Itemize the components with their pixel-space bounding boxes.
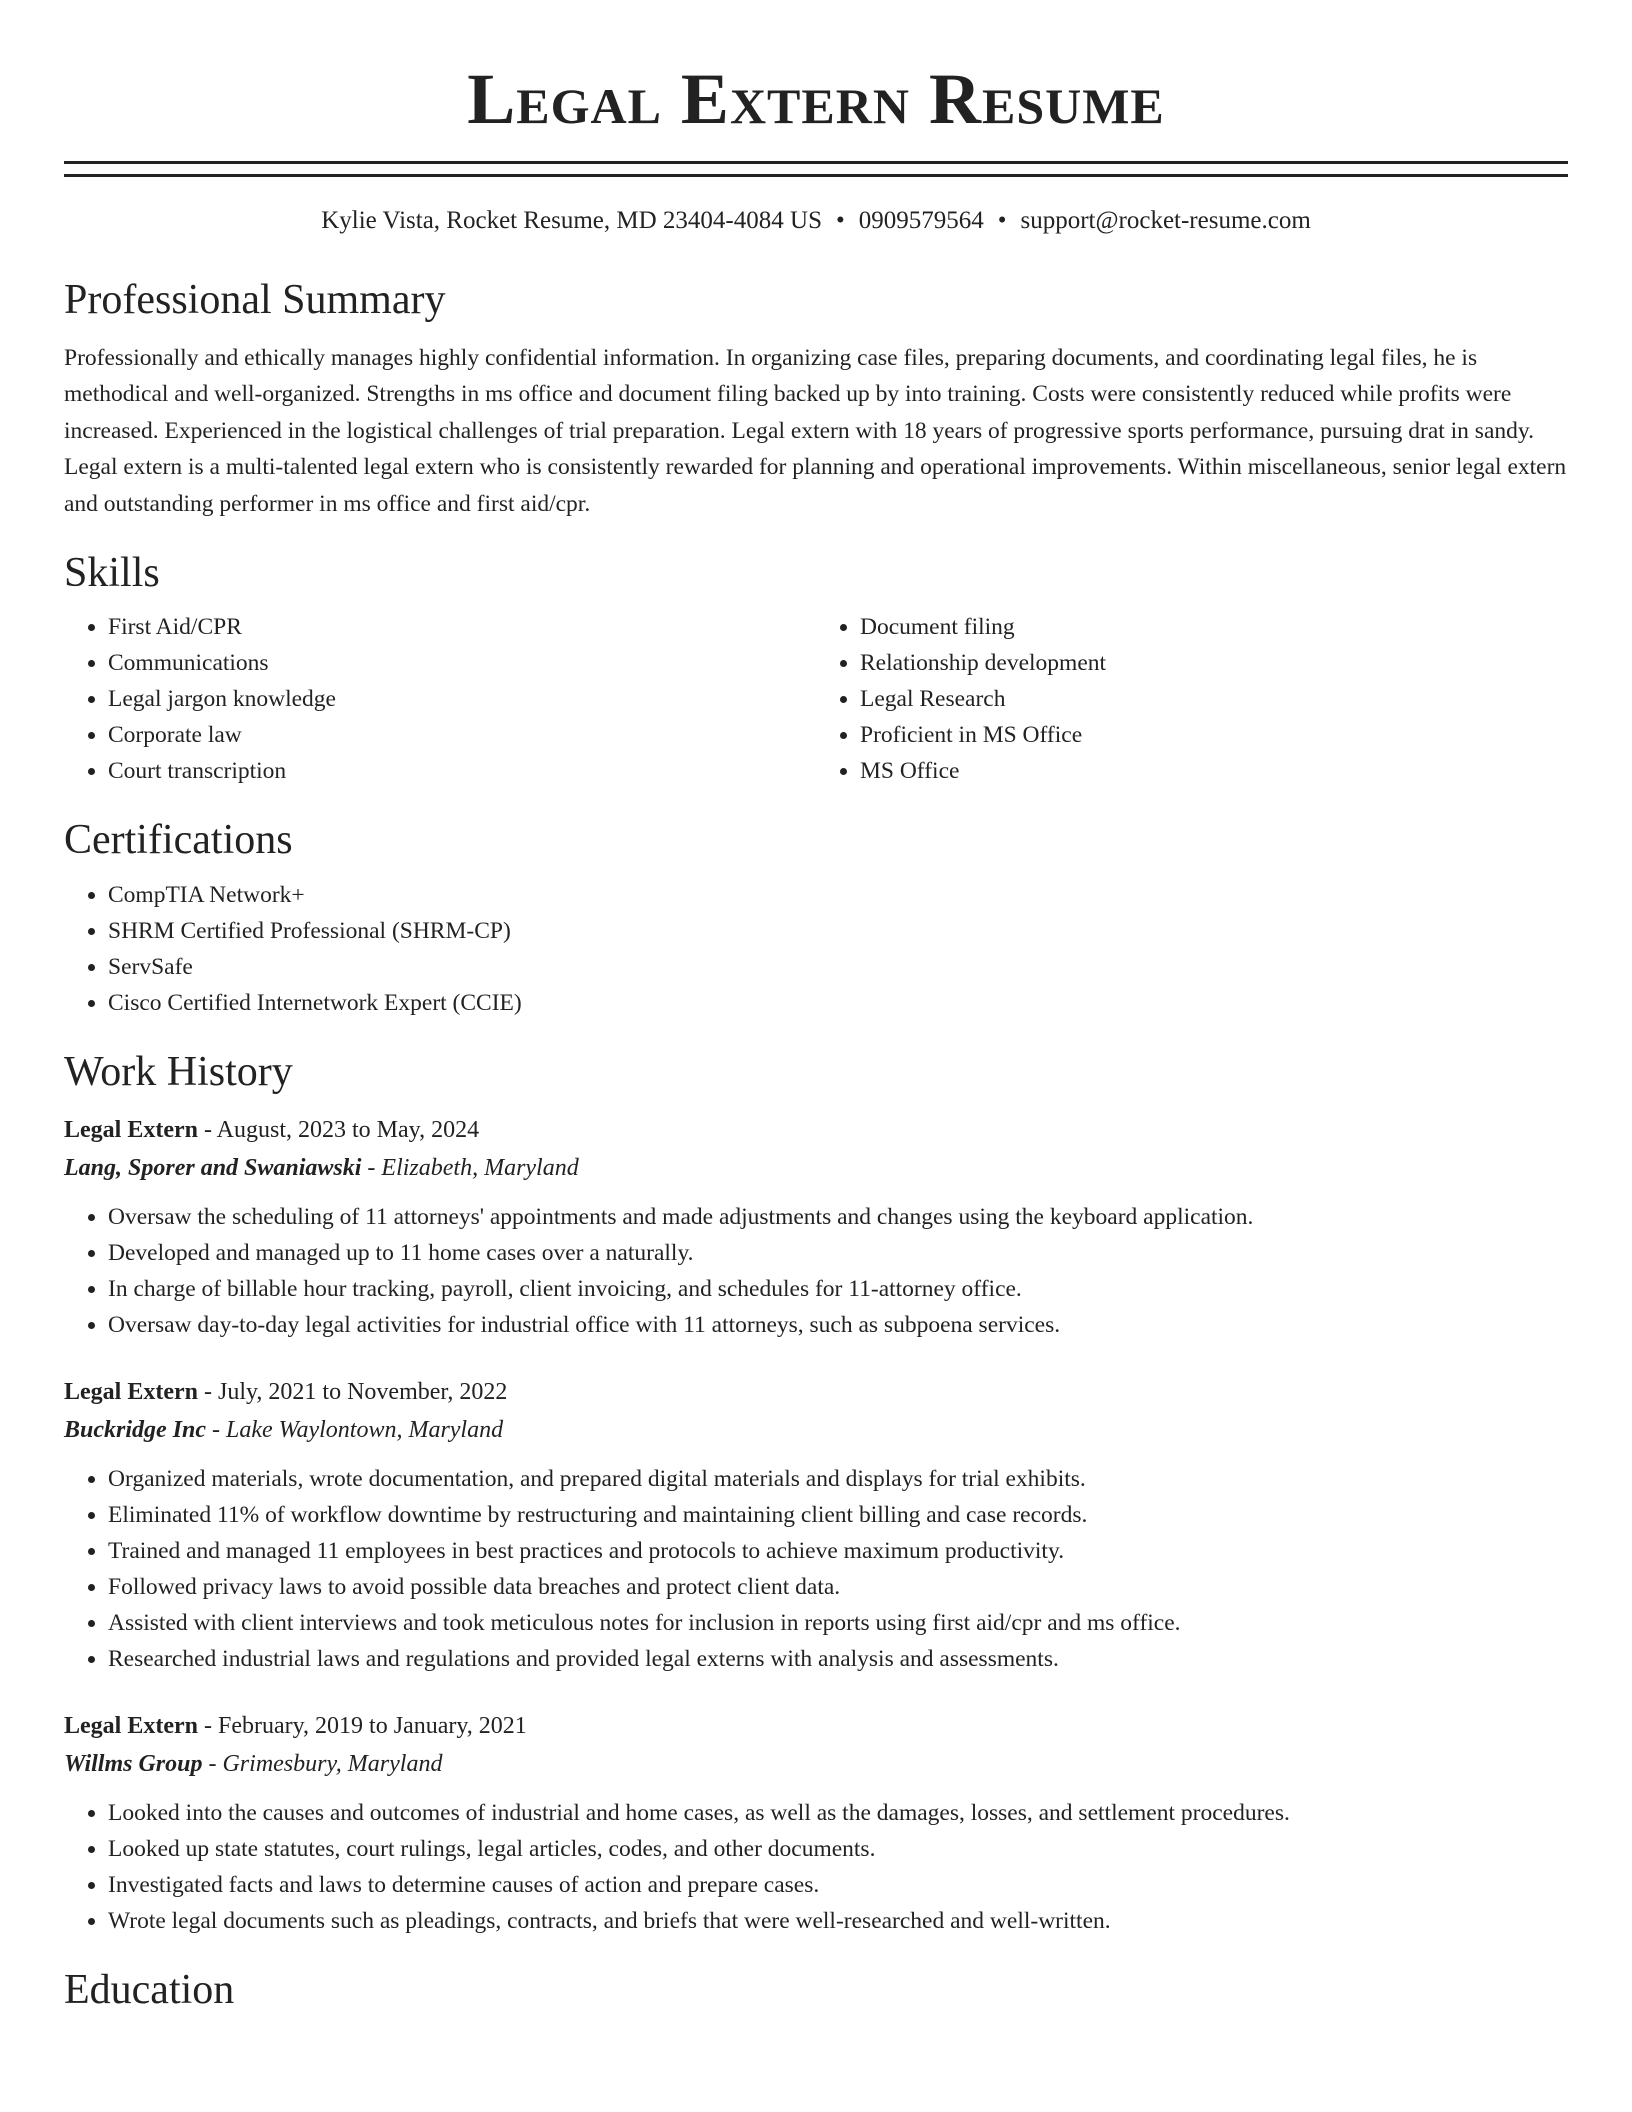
skill-item: • Corporate law [108,717,816,753]
job-location: - Grimesbury, Maryland [208,1751,443,1778]
resume-title: Legal Extern Resume [467,59,1165,139]
certifications-heading: Certifications [64,816,293,863]
skill-item: • Communications [108,645,816,681]
skills-grid [64,609,1568,789]
job-title: Legal Extern [64,1117,198,1144]
job-company: Buckridge Inc [64,1417,207,1444]
skill-item: • Proficient in MS Office [860,717,1568,753]
certification-item: • Cisco Certified Internetwork Expert (CCIE) [108,985,1568,1021]
skill-item: • First Aid/CPR [108,609,816,645]
job-company-line [64,1745,1568,1783]
contact-separator: • [997,206,1007,234]
skills-left-list [64,609,816,789]
skills-section [64,548,1568,788]
job-dates: - July, 2021 to November, 2022 [203,1379,508,1406]
job-bullet: • Researched industrial laws and regulations and provided legal externs with analysis and assessments. [108,1641,1568,1677]
job-bullets [64,1199,1568,1343]
work-history-heading: Work History [64,1048,293,1095]
job-company: Willms Group [64,1751,203,1778]
skill-item: • Court transcription [108,753,816,789]
job-title: Legal Extern [64,1379,198,1406]
job-bullet: • Wrote legal documents such as pleadings, contracts, and briefs that were well-researched and well-written. [108,1903,1568,1939]
job-title-line [64,1707,1568,1745]
certification-item: • SHRM Certified Professional (SHRM-CP) [108,913,1568,949]
job-bullet: • Oversaw the scheduling of 11 attorneys' appointments and made adjustments and changes using the keyboard application. [108,1199,1568,1235]
job-location: - Lake Waylontown, Maryland [212,1417,504,1444]
job-bullet: • Developed and managed up to 11 home cases over a naturally. [108,1235,1568,1271]
job-bullet: • Organized materials, wrote documentation, and prepared digital materials and displays for trial exhibits. [108,1461,1568,1497]
summary-section [64,275,1568,522]
certification-item: • CompTIA Network+ [108,877,1568,913]
job-company: Lang, Sporer and Swaniawski [64,1155,362,1182]
contact-phone: 0909579564 [858,206,984,234]
certifications-section [64,815,1568,1021]
job-company-line [64,1149,1568,1187]
job-bullets [64,1461,1568,1677]
summary-heading: Professional Summary [64,277,446,324]
job-bullet: • Eliminated 11% of workflow downtime by restructuring and maintaining client billing and case records. [108,1497,1568,1533]
contact-email: support@rocket-resume.com [1020,206,1311,234]
job-bullet: • Looked into the causes and outcomes of industrial and home cases, as well as the damages, losses, and settlement procedures. [108,1795,1568,1831]
education-heading: Education [64,1967,235,2014]
job-bullet: • Oversaw day-to-day legal activities for industrial office with 11 attorneys, such as subpoena services. [108,1307,1568,1343]
summary-text: Professionally and ethically manages highly confidential information. In organizing case files, preparing documents, and coordinating legal files, he is methodical and well-organized. Strengths in ms office and document filing backed up by into training. Costs were consistently reduced while profits were increased. Experienced in the logistical challenges of trial preparation. Legal extern with 18 years of progressive sports performance, pursuing drat in sandy. Legal extern is a multi-talented legal extern who is consistently rewarded for planning and operational improvements. Within miscellaneous, senior legal extern and outstanding performer in ms office and first aid/cpr. [64,344,1567,517]
education-section [64,1965,1568,2015]
skill-item: • MS Office [860,753,1568,789]
certifications-list [64,877,1568,1021]
contact-address: Kylie Vista, Rocket Resume, MD 23404-4084 US [321,206,822,234]
job-bullets [64,1795,1568,1939]
job-title-line [64,1373,1568,1411]
contact-separator: • [835,206,845,234]
job-entry [64,1707,1568,1939]
work-history-section [64,1047,1568,1939]
job-bullet: • Assisted with client interviews and took meticulous notes for inclusion in reports using first aid/cpr and ms office. [108,1605,1568,1641]
job-location: - Elizabeth, Maryland [367,1155,579,1182]
contact-line [64,205,1568,238]
job-title: Legal Extern [64,1713,198,1740]
certification-item: • ServSafe [108,949,1568,985]
job-bullet: • Followed privacy laws to avoid possible data breaches and protect client data. [108,1569,1568,1605]
job-dates: - February, 2019 to January, 2021 [203,1713,527,1740]
skills-right-list [816,609,1568,789]
skill-item: • Document filing [860,609,1568,645]
job-bullet: • Looked up state statutes, court rulings, legal articles, codes, and other documents. [108,1831,1568,1867]
skill-item: • Relationship development [860,645,1568,681]
job-dates: - August, 2023 to May, 2024 [203,1117,480,1144]
skill-item: • Legal jargon knowledge [108,681,816,717]
job-bullet: • Investigated facts and laws to determine causes of action and prepare cases. [108,1867,1568,1903]
job-bullet: • In charge of billable hour tracking, payroll, client invoicing, and schedules for 11-attorney office. [108,1271,1568,1307]
job-title-line [64,1111,1568,1149]
job-entry [64,1373,1568,1677]
job-company-line [64,1411,1568,1449]
skills-heading: Skills [64,550,160,597]
job-entry [64,1111,1568,1343]
skill-item: • Legal Research [860,681,1568,717]
title-double-rule [64,161,1568,177]
job-bullet: • Trained and managed 11 employees in best practices and protocols to achieve maximum productivity. [108,1533,1568,1569]
